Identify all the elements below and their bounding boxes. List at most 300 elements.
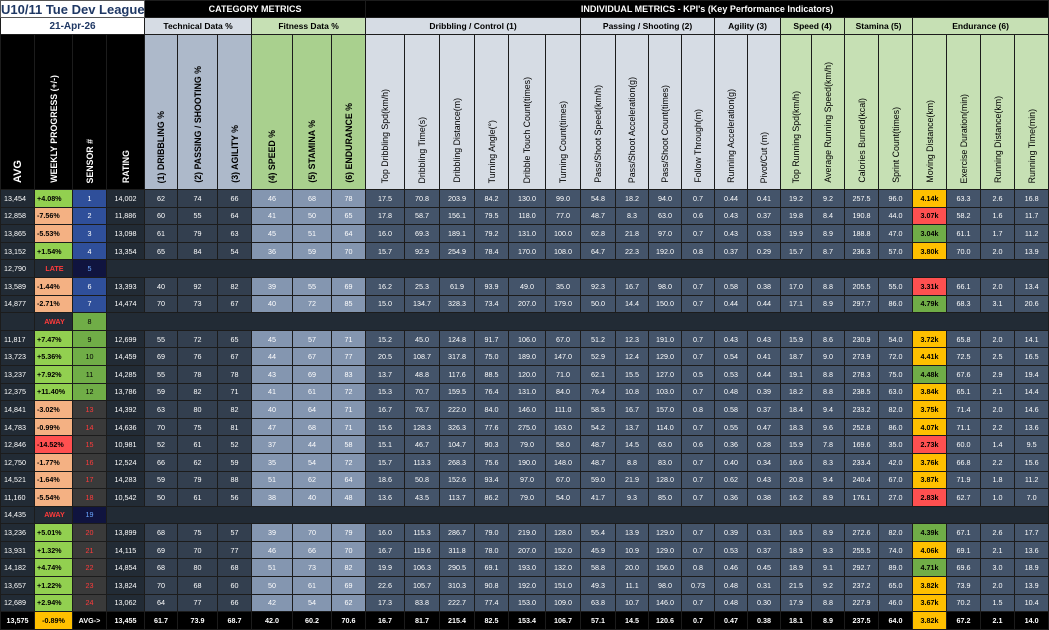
kpi-cell: 48.7 (581, 207, 616, 225)
kpi-cell: 77.0 (546, 207, 581, 225)
kpi-cell: 54.2 (581, 418, 616, 436)
moving-distance-cell: 3.84k (913, 383, 947, 401)
kpi-cell: 17.8 (366, 207, 405, 225)
kpi-cell: 13.6 (1015, 541, 1049, 559)
kpi-cell: 275.0 (509, 418, 546, 436)
kpi-cell: 0.37 (748, 541, 781, 559)
kpi-cell: 27.0 (879, 489, 913, 507)
kpi-cell: 0.7 (682, 524, 715, 542)
kpi-cell: 7.8 (812, 436, 845, 454)
kpi-cell: 52.9 (581, 348, 616, 366)
table-row (1, 260, 1049, 278)
table-row (1, 524, 1049, 542)
category-cell: 92 (178, 277, 218, 295)
category-cell: 64 (293, 401, 332, 419)
category-cell: 62 (332, 594, 366, 612)
kpi-cell: 0.39 (715, 524, 748, 542)
footer-kpi-cell: 16.7 (366, 612, 405, 630)
kpi-header-19-label: Running Distance(km) (992, 95, 1003, 183)
weekly-progress-cell: +4.08% (35, 190, 73, 208)
kpi-cell: 0.34 (748, 453, 781, 471)
kpi-cell: 222.0 (440, 401, 475, 419)
kpi-cell: 0.7 (682, 348, 715, 366)
kpi-cell: 71.9 (947, 471, 981, 489)
rating-cell: 14,283 (107, 471, 145, 489)
category-cell: 41 (252, 383, 293, 401)
kpi-cell: 8.9 (812, 225, 845, 243)
avg-cell: 13,723 (1, 348, 35, 366)
kpi-cell: 0.44 (748, 295, 781, 313)
kpi-cell: 15.7 (366, 453, 405, 471)
kpi-cell: 2.2 (981, 453, 1015, 471)
kpi-cell: 117.6 (440, 365, 475, 383)
kpi-cell: 57.0 (879, 242, 913, 260)
kpi-cell: 97.0 (509, 471, 546, 489)
kpi-cell: 97.0 (649, 225, 682, 243)
kpi-cell: 91.7 (475, 330, 509, 348)
footer-kpi-cell: 0.7 (682, 612, 715, 630)
kpi-cell: 0.5 (682, 365, 715, 383)
kpi-cell: 14.6 (1015, 401, 1049, 419)
kpi-cell: 93.4 (475, 471, 509, 489)
category-cell: 70 (293, 524, 332, 542)
moving-distance-cell: 3.76k (913, 453, 947, 471)
category-header-4-label: (4) SPEED % (267, 129, 278, 183)
table-row (1, 489, 1049, 507)
kpi-cell: 13.9 (1015, 242, 1049, 260)
kpi-cell: 100.0 (546, 225, 581, 243)
category-header-4 (252, 35, 293, 190)
kpi-cell: 254.9 (440, 242, 475, 260)
kpi-cell: 62.7 (947, 489, 981, 507)
kpi-cell: 15.9 (781, 330, 812, 348)
avg-cell: 12,689 (1, 594, 35, 612)
kpi-cell: 0.43 (748, 471, 781, 489)
kpi-cell: 63.0 (649, 436, 682, 454)
moving-distance-cell: 3.04k (913, 225, 947, 243)
avg-cell: 13,589 (1, 277, 35, 295)
kpi-cell: 2.0 (981, 277, 1015, 295)
category-cell: 75 (178, 418, 218, 436)
kpi-cell: 0.48 (715, 577, 748, 595)
kpi-cell: 19.1 (781, 365, 812, 383)
kpi-cell: 1.4 (981, 436, 1015, 454)
kpi-cell: 0.7 (682, 594, 715, 612)
category-cell: 59 (145, 471, 178, 489)
kpi-cell: 0.44 (748, 365, 781, 383)
kpi-cell: 8.3 (812, 453, 845, 471)
kpi-cell: 70.7 (405, 383, 440, 401)
kpi-cell: 128.0 (649, 471, 682, 489)
category-cell: 45 (252, 225, 293, 243)
kpi-cell: 128.3 (405, 418, 440, 436)
category-cell: 46 (252, 190, 293, 208)
kpi-cell: 8.9 (812, 295, 845, 313)
moving-distance-cell: 4.06k (913, 541, 947, 559)
category-header-2 (178, 35, 218, 190)
kpi-cell: 77.4 (475, 594, 509, 612)
kpi-cell: 14.4 (616, 295, 649, 313)
kpi-cell: 16.0 (366, 225, 405, 243)
kpi-cell: 237.2 (845, 577, 879, 595)
rating-cell: 13,824 (107, 577, 145, 595)
kpi-header-15 (845, 35, 879, 190)
rating-cell: 13,354 (107, 242, 145, 260)
kpi-cell: 99.0 (546, 190, 581, 208)
category-cell: 74 (178, 190, 218, 208)
kpi-cell: 328.3 (440, 295, 475, 313)
kpi-cell: 17.7 (1015, 524, 1049, 542)
kpi-cell: 8.8 (812, 594, 845, 612)
category-cell: 68 (218, 559, 252, 577)
kpi-cell: 0.54 (715, 348, 748, 366)
weekly-progress-cell: LATE (35, 260, 73, 278)
league-title: U10/11 Tue Dev League (1, 1, 145, 17)
kpi-cell: 0.7 (682, 277, 715, 295)
kpi-header-3 (440, 35, 475, 190)
avg-cell: 13,454 (1, 190, 35, 208)
table-row (1, 401, 1049, 419)
kpi-cell: 13.7 (366, 365, 405, 383)
kpi-cell: 20.5 (366, 348, 405, 366)
kpi-cell: 86.0 (879, 295, 913, 313)
category-cell: 52 (145, 436, 178, 454)
kpi-cell: 163.0 (546, 418, 581, 436)
rating-cell: 14,474 (107, 295, 145, 313)
kpi-header-14 (812, 35, 845, 190)
kpi-cell: 73.4 (475, 295, 509, 313)
category-cell: 43 (252, 365, 293, 383)
kpi-cell: 0.43 (715, 330, 748, 348)
kpi-cell: 65.8 (947, 330, 981, 348)
kpi-cell: 0.37 (715, 242, 748, 260)
category-cell: 65 (332, 207, 366, 225)
category-cell: 73 (293, 559, 332, 577)
kpi-cell: 9.3 (616, 489, 649, 507)
category-cell: 85 (332, 295, 366, 313)
kpi-header-12 (748, 35, 781, 190)
kpi-cell: 19.4 (1015, 365, 1049, 383)
kpi-cell: 0.48 (715, 594, 748, 612)
sensor-cell: 23 (73, 577, 107, 595)
kpi-cell: 54.8 (581, 190, 616, 208)
kpi-cell: 227.9 (845, 594, 879, 612)
kpi-cell: 46.0 (879, 594, 913, 612)
kpi-cell: 2.6 (981, 524, 1015, 542)
kpi-cell: 0.6 (682, 207, 715, 225)
sensor-cell: 18 (73, 489, 107, 507)
category-cell: 51 (252, 471, 293, 489)
category-cell: 67 (218, 295, 252, 313)
kpi-cell: 0.8 (682, 401, 715, 419)
kpi-cell: 9.2 (812, 577, 845, 595)
kpi-cell: 114.0 (649, 418, 682, 436)
kpi-cell: 17.0 (781, 277, 812, 295)
kpi-cell: 18.3 (781, 418, 812, 436)
kpi-cell: 90.3 (475, 436, 509, 454)
kpi-cell: 96.0 (879, 190, 913, 208)
kpi-cell: 104.7 (440, 436, 475, 454)
sensor-cell: 9 (73, 330, 107, 348)
rating-cell: 13,098 (107, 225, 145, 243)
kpi-cell: 15.5 (616, 365, 649, 383)
kpi-cell: 2.1 (981, 541, 1015, 559)
sensor-cell: 16 (73, 453, 107, 471)
kpi-cell: 70.8 (405, 190, 440, 208)
footer-kpi-cell: 82.5 (475, 612, 509, 630)
sensor-cell: 5 (73, 260, 107, 278)
empty-row-fill (107, 506, 1049, 524)
category-cell: 50 (252, 577, 293, 595)
kpi-cell: 17.3 (366, 594, 405, 612)
kpi-cell: 0.43 (715, 225, 748, 243)
category-cell: 51 (252, 559, 293, 577)
kpi-cell: 58.2 (947, 207, 981, 225)
category-cell: 72 (332, 383, 366, 401)
kpi-cell: 66.8 (947, 453, 981, 471)
kpi-cell: 152.0 (546, 541, 581, 559)
rating-header-label: RATING (120, 149, 131, 183)
kpi-cell: 18.9 (1015, 559, 1049, 577)
category-header-2-label: (2) PASSING / SHOOTING % (192, 66, 203, 183)
category-cell: 65 (145, 242, 178, 260)
category-cell: 70 (178, 541, 218, 559)
avg-cell: 11,160 (1, 489, 35, 507)
category-cell: 63 (218, 225, 252, 243)
kpi-cell: 129.0 (649, 524, 682, 542)
table-row (1, 577, 1049, 595)
weekly-progress-cell: +2.94% (35, 594, 73, 612)
footer-category-cell: 61.7 (145, 612, 178, 630)
avg-cell: 14,182 (1, 559, 35, 577)
weekly-progress-header-label: WEEKLY PROGRESS (+/-) (48, 75, 59, 183)
rating-header (107, 35, 145, 190)
moving-distance-cell: 3.87k (913, 471, 947, 489)
kpi-header-7 (581, 35, 616, 190)
rating-cell: 14,115 (107, 541, 145, 559)
category-cell: 66 (145, 453, 178, 471)
category-cell: 68 (145, 524, 178, 542)
kpi-cell: 191.0 (649, 330, 682, 348)
kpi-cell: 0.7 (682, 471, 715, 489)
footer-category-cell: 42.0 (252, 612, 293, 630)
footer-kpi-cell: 3.82k (913, 612, 947, 630)
kpi-cell: 0.39 (748, 383, 781, 401)
kpi-cell: 22.6 (366, 577, 405, 595)
category-cell: 71 (218, 383, 252, 401)
footer-kpi-cell: 14.0 (1015, 612, 1049, 630)
kpi-cell: 43.5 (405, 489, 440, 507)
kpi-header-6-label: Turning Count(times) (558, 100, 569, 183)
table-row (1, 383, 1049, 401)
category-cell: 79 (178, 471, 218, 489)
category-cell: 82 (332, 559, 366, 577)
kpi-cell: 54.0 (879, 330, 913, 348)
category-cell: 88 (218, 471, 252, 489)
kpi-cell: 21.8 (616, 225, 649, 243)
kpi-cell: 311.8 (440, 541, 475, 559)
category-cell: 38 (252, 489, 293, 507)
footer-kpi-cell: 215.4 (440, 612, 475, 630)
individual-metrics-header: INDIVIDUAL METRICS - KPI's (Key Performance Indicators) (366, 1, 1049, 18)
moving-distance-cell: 3.31k (913, 277, 947, 295)
kpi-cell: 42.0 (879, 453, 913, 471)
sensor-cell: 11 (73, 365, 107, 383)
kpi-cell: 118.0 (509, 207, 546, 225)
category-cell: 44 (293, 436, 332, 454)
kpi-cell: 15.3 (366, 383, 405, 401)
footer-category-cell: 73.9 (178, 612, 218, 630)
weekly-progress-cell: -1.44% (35, 277, 73, 295)
kpi-cell: 2.0 (981, 577, 1015, 595)
category-cell: 36 (252, 242, 293, 260)
category-cell: 40 (252, 295, 293, 313)
kpi-cell: 9.4 (812, 471, 845, 489)
kpi-header-11 (715, 35, 748, 190)
kpi-cell: 18.2 (781, 383, 812, 401)
category-cell: 64 (332, 225, 366, 243)
kpi-cell: 19.9 (781, 225, 812, 243)
sensor-cell: 21 (73, 541, 107, 559)
category-cell: 37 (252, 436, 293, 454)
moving-distance-cell: 4.41k (913, 348, 947, 366)
kpi-cell: 65.0 (879, 577, 913, 595)
moving-distance-cell: 3.67k (913, 594, 947, 612)
kpi-cell: 90.8 (475, 577, 509, 595)
table-row (1, 330, 1049, 348)
kpi-cell: 9.6 (812, 418, 845, 436)
category-cell: 77 (332, 348, 366, 366)
kpi-cell: 58.8 (581, 559, 616, 577)
kpi-cell: 35.0 (546, 277, 581, 295)
kpi-cell: 17.1 (781, 295, 812, 313)
kpi-cell: 83.8 (405, 594, 440, 612)
kpi-cell: 190.0 (509, 453, 546, 471)
kpi-cell: 222.7 (440, 594, 475, 612)
table-row (1, 418, 1049, 436)
kpi-cell: 2.5 (981, 348, 1015, 366)
category-cell: 68 (178, 577, 218, 595)
kpi-cell: 3.1 (981, 295, 1015, 313)
kpi-cell: 58.0 (546, 436, 581, 454)
category-cell: 82 (218, 277, 252, 295)
kpi-cell: 278.3 (845, 365, 879, 383)
category-cell: 59 (145, 383, 178, 401)
category-cell: 69 (145, 348, 178, 366)
kpi-cell: 72.0 (879, 348, 913, 366)
kpi-header-12-label: Pivot/Cut (m) (759, 131, 770, 183)
footer-kpi-cell: 106.7 (546, 612, 581, 630)
kpi-cell: 9.5 (1015, 436, 1049, 454)
kpi-cell: 20.8 (781, 471, 812, 489)
kpi-cell: 15.2 (366, 330, 405, 348)
empty-row-fill (107, 313, 1049, 331)
avg-cell: 14,783 (1, 418, 35, 436)
category-cell: 61 (293, 383, 332, 401)
kpi-cell: 98.0 (649, 577, 682, 595)
kpi-cell: 113.3 (405, 453, 440, 471)
footer-rating: 13,455 (107, 612, 145, 630)
category-cell: 71 (332, 401, 366, 419)
group-dribbling: Dribbling / Control (1) (366, 18, 581, 35)
category-cell: 35 (252, 453, 293, 471)
kpi-cell: 0.38 (748, 489, 781, 507)
kpi-header-1-label: Top Dribbling Spd(km/h) (380, 88, 391, 183)
kpi-cell: 109.0 (546, 594, 581, 612)
category-cell: 41 (252, 207, 293, 225)
table-row (1, 594, 1049, 612)
weekly-progress-cell: -5.54% (35, 489, 73, 507)
kpi-cell: 0.7 (682, 453, 715, 471)
kpi-cell: 0.36 (715, 489, 748, 507)
kpi-header-8 (616, 35, 649, 190)
category-cell: 72 (332, 453, 366, 471)
kpi-cell: 8.3 (616, 207, 649, 225)
avg-cell: 14,877 (1, 295, 35, 313)
footer-kpi-cell: 64.0 (879, 612, 913, 630)
category-cell: 58 (332, 436, 366, 454)
category-cell: 79 (178, 225, 218, 243)
rating-cell: 14,002 (107, 190, 145, 208)
kpi-cell: 240.4 (845, 471, 879, 489)
kpi-cell: 92.3 (581, 277, 616, 295)
group-endurance: Endurance (6) (913, 18, 1049, 35)
kpi-cell: 79.0 (509, 489, 546, 507)
weekly-progress-cell: -2.71% (35, 295, 73, 313)
footer-avg-label: AVG-> (73, 612, 107, 630)
category-cell: 48 (332, 489, 366, 507)
kpi-header-4-label: Turning Angle(°) (486, 119, 497, 183)
session-date: 21-Apr-26 (1, 18, 145, 35)
category-cell: 67 (293, 348, 332, 366)
footer-category-cell: 68.7 (218, 612, 252, 630)
kpi-cell: 69.6 (947, 559, 981, 577)
kpi-cell: 68.3 (947, 295, 981, 313)
weekly-progress-cell: -1.64% (35, 471, 73, 489)
kpi-cell: 12.4 (616, 348, 649, 366)
avg-cell: 12,790 (1, 260, 35, 278)
category-cell: 70 (332, 242, 366, 260)
kpi-cell: 286.7 (440, 524, 475, 542)
kpi-cell: 0.33 (748, 225, 781, 243)
category-cell: 61 (293, 577, 332, 595)
category-cell: 68 (293, 418, 332, 436)
kpi-cell: 233.4 (845, 453, 879, 471)
weekly-progress-cell: +1.54% (35, 242, 73, 260)
category-cell: 69 (293, 365, 332, 383)
kpi-cell: 15.0 (366, 295, 405, 313)
kpi-cell: 9.3 (812, 541, 845, 559)
kpi-cell: 0.7 (682, 190, 715, 208)
kpi-cell: 63.0 (879, 383, 913, 401)
rating-cell: 14,285 (107, 365, 145, 383)
weekly-progress-cell: AWAY (35, 313, 73, 331)
category-cell: 46 (252, 541, 293, 559)
kpi-cell: 0.44 (715, 190, 748, 208)
kpi-cell: 72.5 (947, 348, 981, 366)
kpi-cell: 94.0 (649, 190, 682, 208)
moving-distance-cell: 4.79k (913, 295, 947, 313)
category-cell: 39 (252, 524, 293, 542)
table-row (1, 207, 1049, 225)
category-cell: 70 (145, 418, 178, 436)
kpi-cell: 70.0 (947, 242, 981, 260)
technical-data-header: Technical Data % (145, 18, 252, 35)
sensor-cell: 19 (73, 506, 107, 524)
kpi-cell: 2.0 (981, 330, 1015, 348)
kpi-cell: 18.4 (781, 401, 812, 419)
kpi-cell: 75.6 (475, 453, 509, 471)
